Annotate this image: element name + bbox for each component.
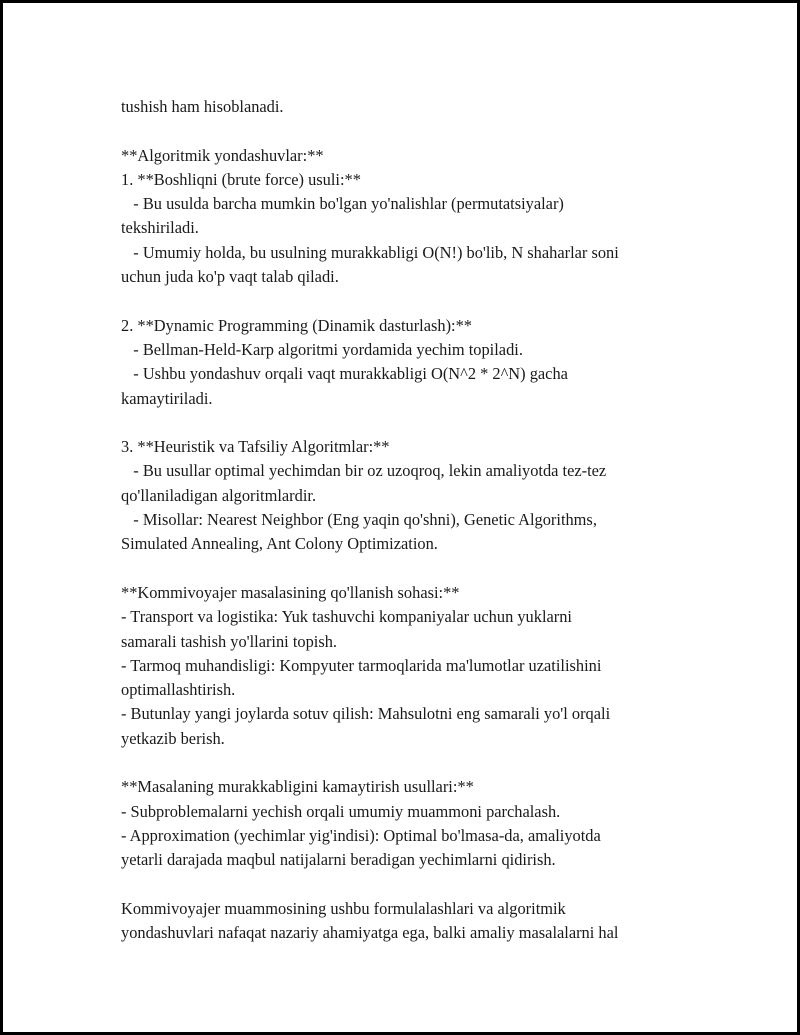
text-line: - Bu usulda barcha mumkin bo'lgan yo'nalishlar (permutatsiyalar)	[121, 194, 564, 214]
list-item-heading: 1. **Boshliqni (brute force) usuli:**	[121, 169, 361, 189]
text-line: - Bellman-Held-Karp algoritmi yordamida yechim topiladi.	[121, 339, 523, 359]
section-heading: **Algoritmik yondashuvlar:**	[121, 145, 324, 165]
section-heading: **Kommivoyajer masalasining qo'llanish sohasi:**	[121, 582, 460, 602]
text-line: - Misollar: Nearest Neighbor (Eng yaqin qo'shni), Genetic Algorithms,	[121, 510, 597, 530]
text-line: yetkazib berish.	[121, 728, 225, 748]
text-line: kamaytiriladi.	[121, 388, 213, 408]
blank-line	[121, 411, 721, 435]
document-body	[121, 95, 721, 945]
text-line: tushish ham hisoblanadi.	[121, 97, 284, 116]
blank-line	[121, 873, 721, 897]
text-line: - Tarmoq muhandisligi: Kompyuter tarmoqlarida ma'lumotlar uzatilishini	[121, 655, 602, 675]
section-heading: **Masalaning murakkabligini kamaytirish usullari:**	[121, 777, 474, 797]
text-line: - Umumiy holda, bu usulning murakkabligi O(N!) bo'lib, N shaharlar soni	[121, 242, 619, 262]
list-item-heading: 2. **Dynamic Programming (Dinamik dasturlash):**	[121, 315, 472, 335]
blank-line	[121, 289, 721, 313]
text-line: uchun juda ko'p vaqt talab qiladi.	[121, 267, 339, 287]
blank-line	[121, 751, 721, 775]
text-line: - Subproblemalarni yechish orqali umumiy muammoni parchalash.	[121, 801, 561, 821]
text-line: tekshiriladi.	[121, 218, 199, 238]
text-line: Kommivoyajer muammosining ushbu formulalashlari va algoritmik	[121, 898, 566, 918]
text-line: optimallashtirish.	[121, 680, 236, 700]
blank-line	[121, 119, 721, 143]
text-line: qo'llaniladigan algoritmlardir.	[121, 485, 317, 505]
text-line: - Ushbu yondashuv orqali vaqt murakkabligi O(N^2 * 2^N) gacha	[121, 364, 568, 384]
text-line: - Butunlay yangi joylarda sotuv qilish: Mahsulotni eng samarali yo'l orqali	[121, 704, 611, 724]
text-line: yondashuvlari nafaqat nazariy ahamiyatga ega, balki amaliy masalalarni hal	[121, 923, 619, 943]
text-line: samarali tashish yo'llarini topish.	[121, 631, 337, 651]
text-line: - Bu usullar optimal yechimdan bir oz uzoqroq, lekin amaliyotda tez-tez	[121, 461, 607, 481]
text-line: - Approximation (yechimlar yig'indisi): Optimal bo'lmasa-da, amaliyotda	[121, 825, 601, 845]
text-line: yetarli darajada maqbul natijalarni beradigan yechimlarni qidirish.	[121, 850, 556, 870]
blank-line	[121, 557, 721, 581]
text-line: - Transport va logistika: Yuk tashuvchi kompaniyalar uchun yuklarni	[121, 607, 572, 627]
list-item-heading: 3. **Heuristik va Tafsiliy Algoritmlar:**	[121, 437, 390, 457]
text-line: Simulated Annealing, Ant Colony Optimization.	[121, 534, 438, 554]
